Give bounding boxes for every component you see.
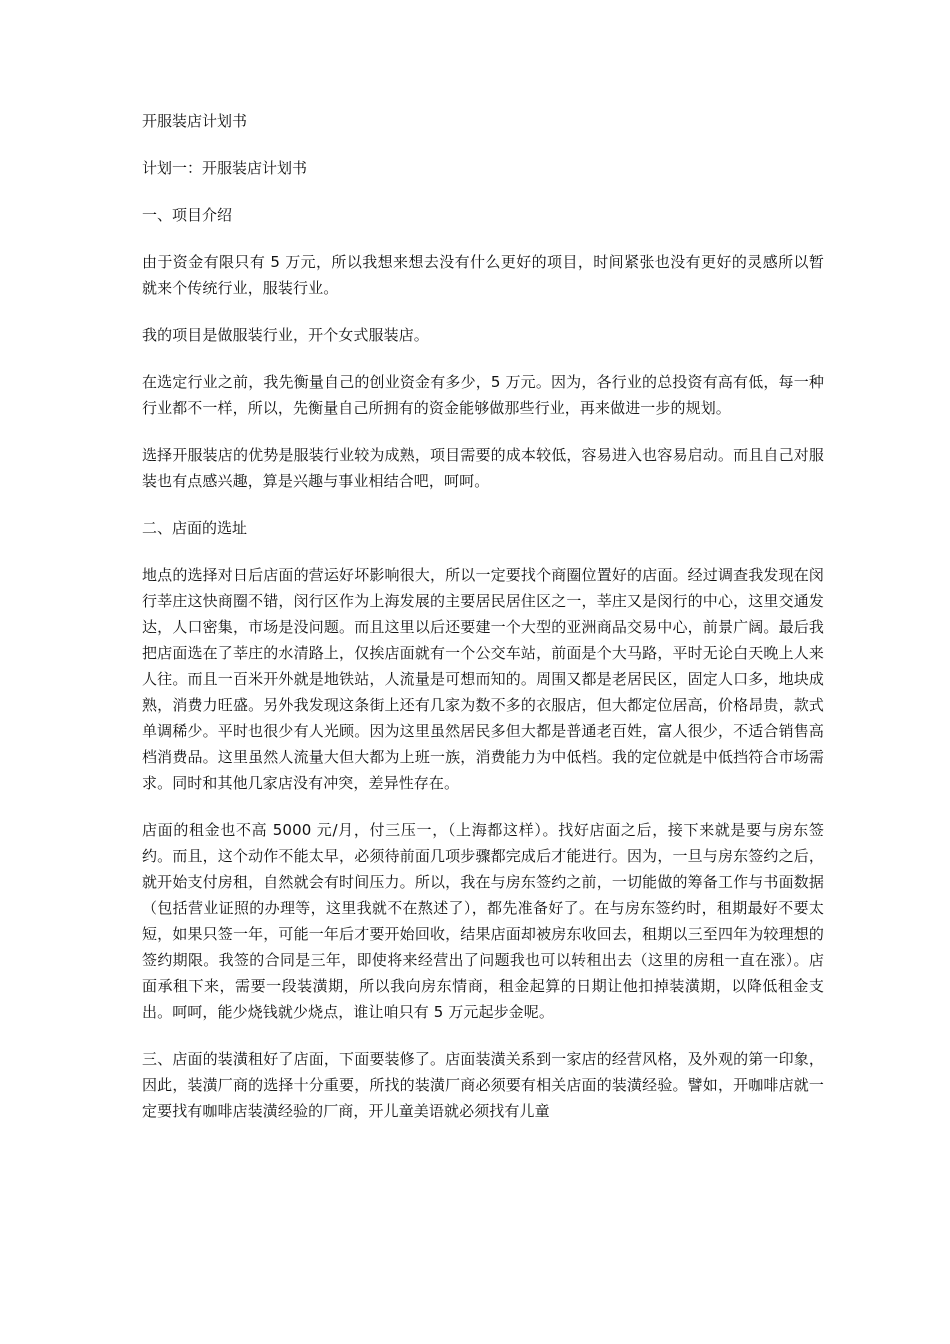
paragraph-project: 我的项目是做服装行业，开个女式服装店。 [142, 326, 429, 344]
paragraph-industry-choice: 在选定行业之前，我先衡量自己的创业资金有多少，5 万元。因为，各行业的总投资有高有低，每一种行业都不一样，所以，先衡量自己所拥有的资金能够做那些行业，再来做进一步的规划。 [142, 373, 824, 417]
section-heading-project-intro: 一、项目介绍 [142, 206, 233, 224]
paragraph-rent: 店面的租金也不高 5000 元/月，付三压一，（上海都这样）。找好店面之后，接下来就是要与房东签约。而且，这个动作不能太早，必须待前面几项步骤都完成后才能进行。因为，一旦与房东签约之后，就开始支付房租，自然就会有时间压力。所以，我在与房东签约之前，一切能做的筹备工作与书面数据（包括营业证照的办理等，这里我就不在熬述了），都先准备好了。在与房东签约时，租期最好不要太短，如果只签一年，可能一年后才要开始回收，结果店面却被房东收回去，租期以三至四年为较理想的签约期限。我签的合同是三年，即使将来经营出了问题我也可以转租出去（这里的房租一直在涨）。店面承租下来，需要一段装潢期，所以我向房东情商，租金起算的日期让他扣掉装潢期，以降低租金支出。呵呵，能少烧钱就少烧点，谁让咱只有 5 万元起步金呢。 [142, 821, 824, 1021]
document-subtitle: 计划一：开服装店计划书 [142, 159, 308, 177]
paragraph-funding: 由于资金有限只有 5 万元，所以我想来想去没有什么更好的项目，时间紧张也没有更好的灵感所以暂就来个传统行业，服装行业。 [142, 253, 824, 297]
document-page [142, 108, 824, 1145]
document-title: 开服装店计划书 [142, 112, 248, 130]
paragraph-decoration: 三、店面的装潢租好了店面，下面要装修了。店面装潢关系到一家店的经营风格，及外观的第一印象，因此，装潢厂商的选择十分重要，所找的装潢厂商必须要有相关店面的装潢经验。譬如，开咖啡店就一定要找有咖啡店装潢经验的厂商，开儿童美语就必须找有儿童 [142, 1050, 824, 1120]
paragraph-advantages: 选择开服装店的优势是服装行业较为成熟，项目需要的成本较低，容易进入也容易启动。而且自己对服装也有点感兴趣，算是兴趣与事业相结合吧，呵呵。 [142, 446, 824, 490]
paragraph-location: 地点的选择对日后店面的营运好坏影响很大，所以一定要找个商圈位置好的店面。经过调查我发现在闵行莘庄这快商圈不错，闵行区作为上海发展的主要居民居住区之一，莘庄又是闵行的中心，这里交通发达，人口密集，市场是没问题。而且这里以后还要建一个大型的亚洲商品交易中心，前景广阔。最后我把店面选在了莘庄的水清路上，仅挨店面就有一个公交车站，前面是个大马路，平时无论白天晚上人来人往。而且一百米开外就是地铁站，人流量是可想而知的。周围又都是老居民区，固定人口多，地块成熟，消费力旺盛。另外我发现这条街上还有几家为数不多的衣服店，但大都定位居高，价格昂贵，款式单调稀少。平时也很少有人光顾。因为这里虽然居民多但大都是普通老百姓，富人很少，不适合销售高档消费品。这里虽然人流量大但大都为上班一族，消费能力为中低档。我的定位就是中低挡符合市场需求。同时和其他几家店没有冲突，差异性存在。 [142, 566, 824, 792]
section-heading-location: 二、店面的选址 [142, 519, 248, 537]
